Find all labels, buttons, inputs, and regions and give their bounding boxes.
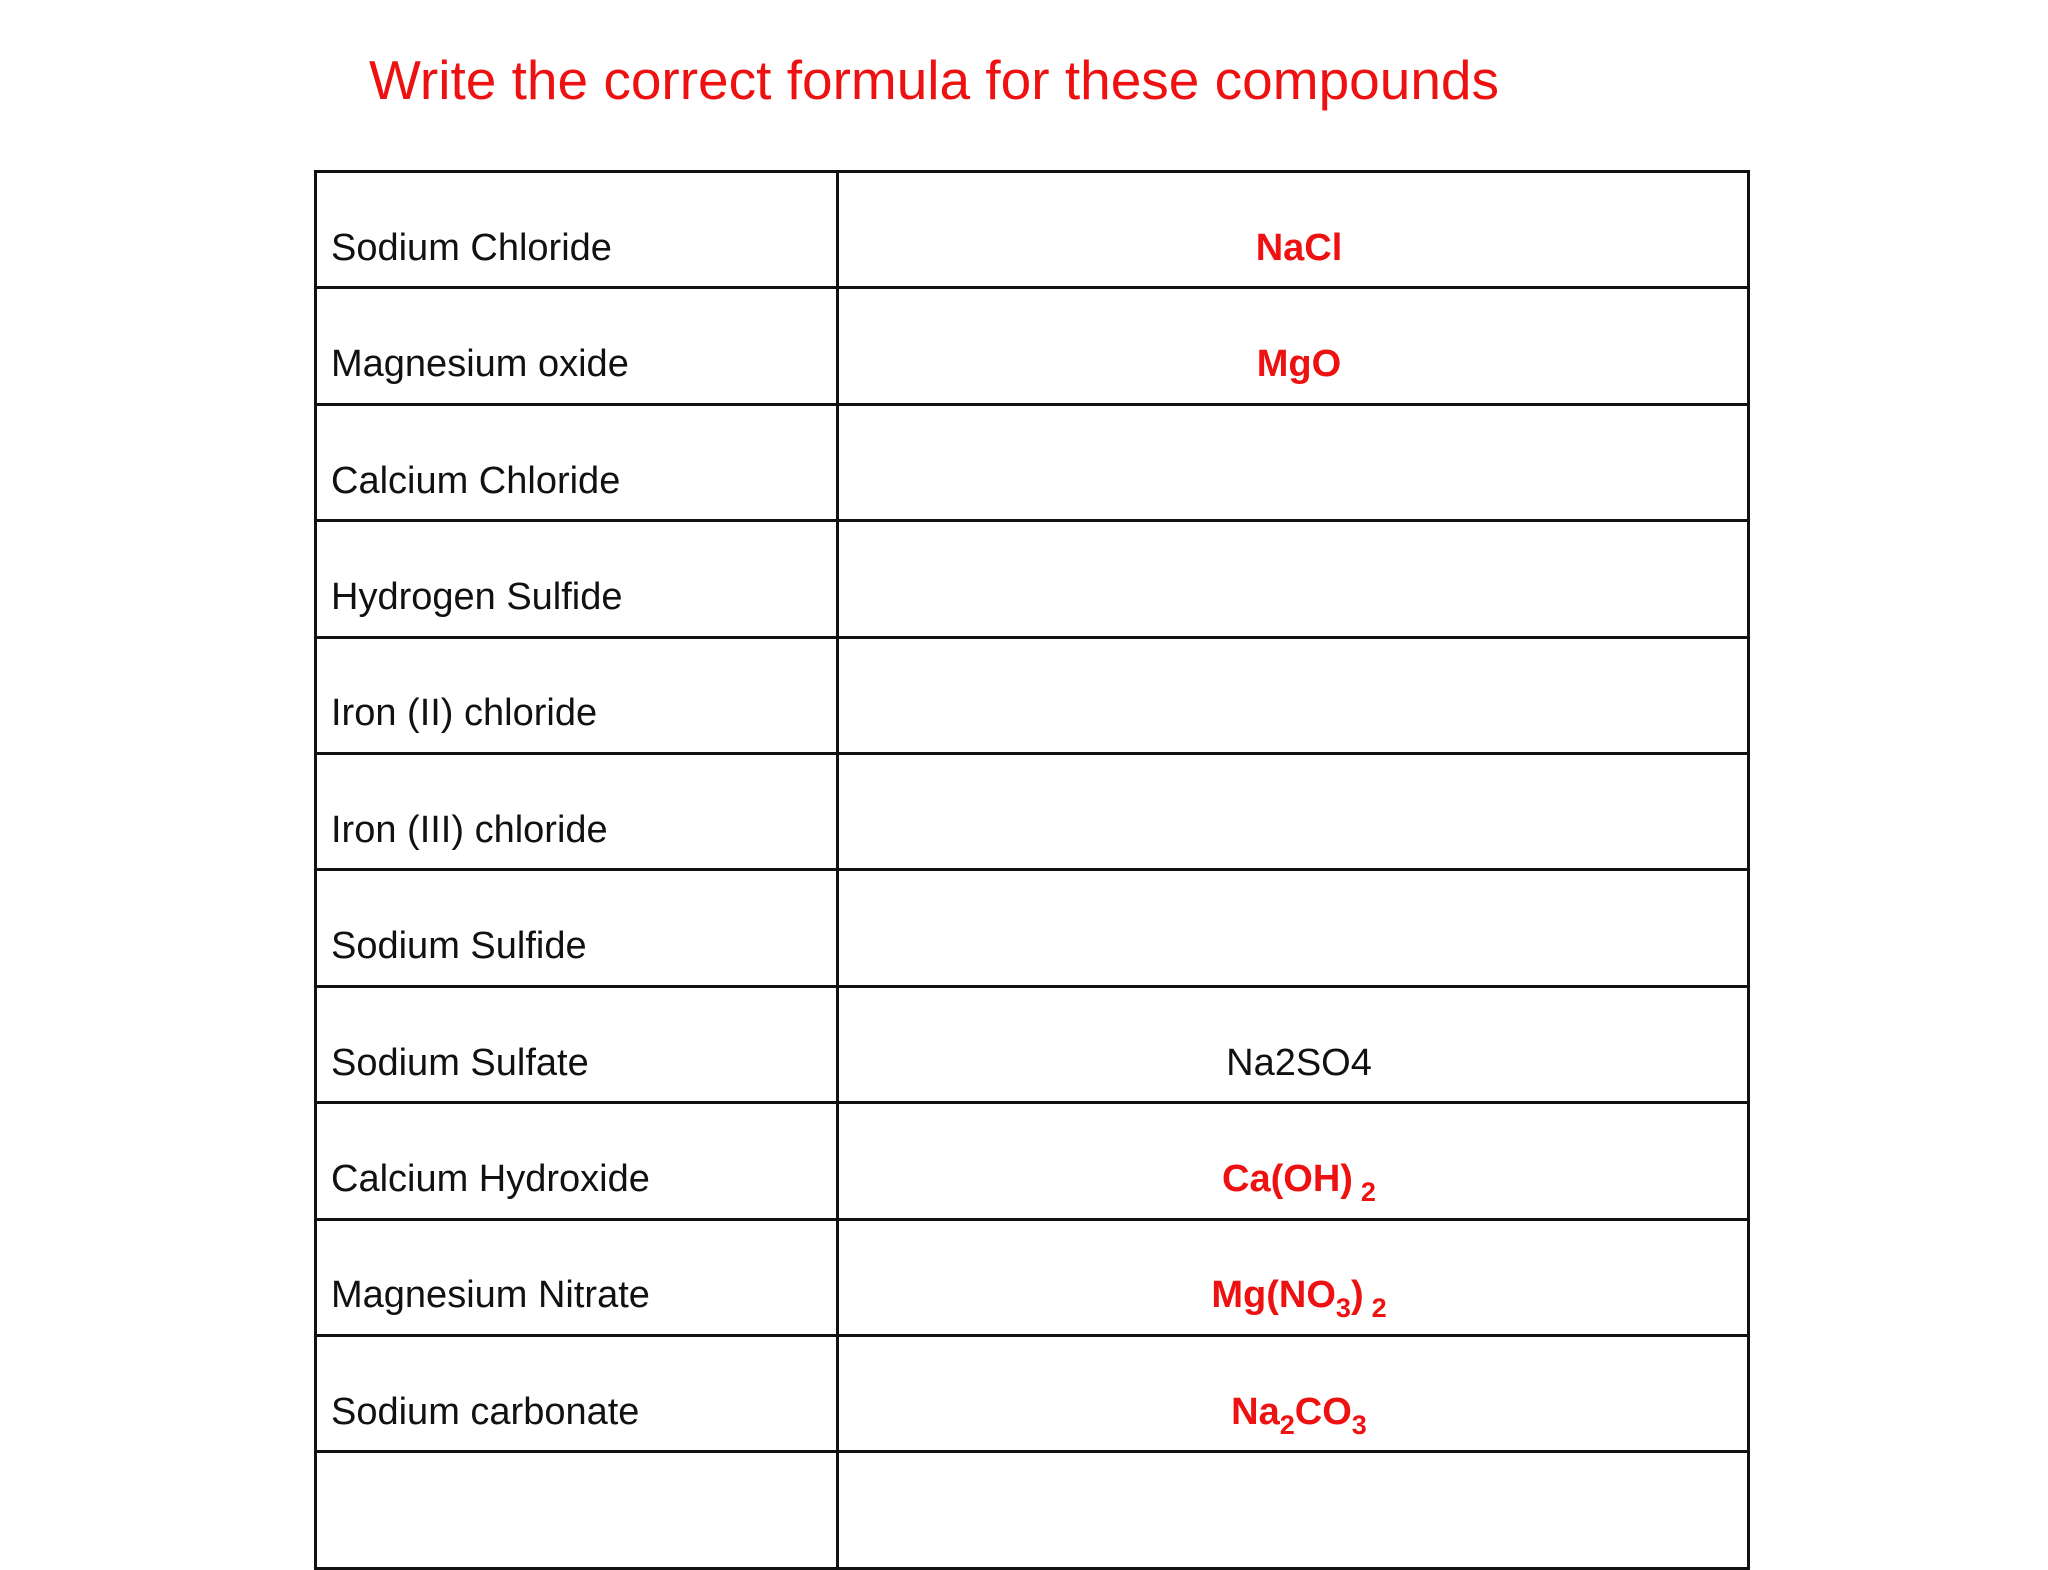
- formula-cell[interactable]: [838, 1336, 1749, 1452]
- compound-name: Magnesium Nitrate: [316, 1219, 838, 1335]
- table-row: [316, 1219, 1749, 1335]
- formula-cell[interactable]: [838, 1219, 1749, 1335]
- compound-name: Calcium Hydroxide: [316, 1103, 838, 1219]
- formula-subscript: 2: [1279, 1409, 1295, 1440]
- formula-answer: [1231, 1390, 1367, 1440]
- formula-subscript: 2: [1371, 1293, 1387, 1324]
- formula-part: CO: [1294, 1390, 1352, 1433]
- formula-part: Na: [1231, 1390, 1280, 1433]
- table-row: [316, 1452, 1749, 1569]
- worksheet-title: Write the correct formula for these compounds: [369, 49, 1500, 111]
- formula-part: ): [1350, 1274, 1364, 1317]
- formula-part: Mg(NO: [1211, 1274, 1336, 1317]
- formula-cell[interactable]: [838, 288, 1749, 404]
- table-row: [316, 404, 1749, 520]
- table-row: [316, 172, 1749, 288]
- formula-subscript: 3: [1335, 1293, 1351, 1324]
- table-row: [316, 1103, 1749, 1219]
- compound-formula-table: [314, 170, 1750, 1570]
- table-row: [316, 288, 1749, 404]
- compound-name: Hydrogen Sulfide: [316, 521, 838, 637]
- compound-name: Sodium Sulfate: [316, 986, 838, 1102]
- formula-typed: Na2SO4: [1226, 1041, 1372, 1084]
- formula-cell[interactable]: [838, 404, 1749, 520]
- compound-name: Sodium Sulfide: [316, 870, 838, 986]
- formula-answer: MgO: [1256, 343, 1342, 386]
- formula-cell[interactable]: [838, 521, 1749, 637]
- compound-name: Sodium carbonate: [316, 1336, 838, 1452]
- table-row: [316, 1336, 1749, 1452]
- compound-name: Magnesium oxide: [316, 288, 838, 404]
- formula-answer: [1222, 1157, 1376, 1207]
- formula-cell[interactable]: [838, 986, 1749, 1102]
- compound-name: [316, 1452, 838, 1569]
- formula-cell[interactable]: [838, 870, 1749, 986]
- compound-name: Sodium Chloride: [316, 172, 838, 288]
- compound-name: Iron (II) chloride: [316, 637, 838, 753]
- formula-cell[interactable]: [838, 172, 1749, 288]
- formula-main: Ca(OH): [1222, 1157, 1353, 1200]
- formula-cell[interactable]: [838, 1103, 1749, 1219]
- table-row: [316, 637, 1749, 753]
- table-row: [316, 986, 1749, 1102]
- table-row: [316, 521, 1749, 637]
- formula-cell[interactable]: [838, 754, 1749, 870]
- formula-answer: [1211, 1274, 1387, 1324]
- compound-name: Calcium Chloride: [316, 404, 838, 520]
- compound-name: Iron (III) chloride: [316, 754, 838, 870]
- table-row: [316, 754, 1749, 870]
- formula-answer: NaCl: [1255, 226, 1343, 269]
- formula-subscript: 3: [1351, 1409, 1367, 1440]
- table-row: [316, 870, 1749, 986]
- formula-subscript: 2: [1360, 1176, 1376, 1207]
- formula-cell[interactable]: [838, 637, 1749, 753]
- formula-cell[interactable]: [838, 1452, 1749, 1569]
